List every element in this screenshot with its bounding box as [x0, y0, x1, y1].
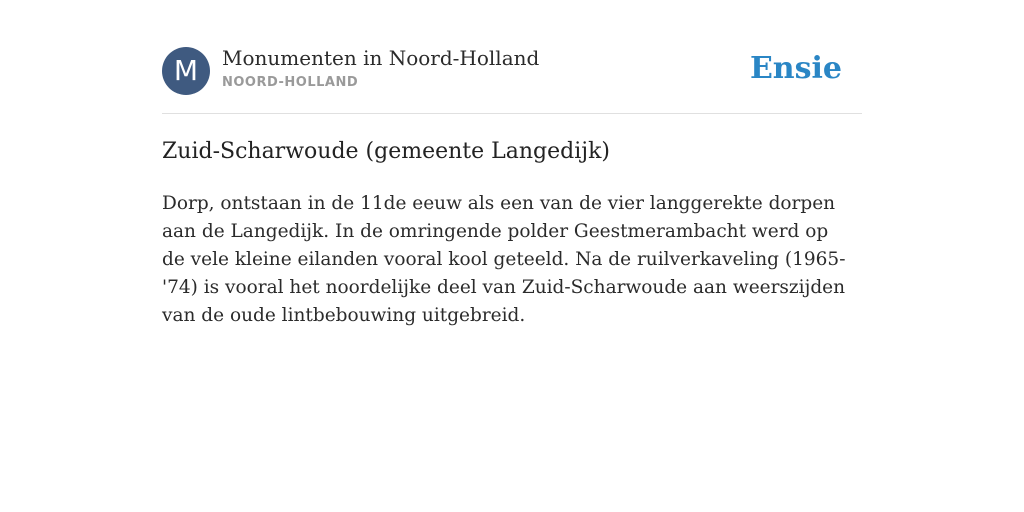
collection-avatar[interactable]: M: [162, 47, 210, 95]
entry-title: Zuid-Scharwoude (gemeente Langedijk): [162, 139, 611, 164]
brand-logo[interactable]: Ensie: [749, 51, 842, 86]
header-divider: [162, 113, 862, 114]
collection-subtitle: NOORD-HOLLAND: [222, 75, 359, 90]
header: [162, 46, 862, 96]
collection-title[interactable]: Monumenten in Noord-Holland: [222, 46, 540, 70]
entry-body: Dorp, ontstaan in de 11de eeuw als een van de vier langgerekte dorpen aan de Langedijk. In de omringende polder Geestmerambacht werd op de vele kleine eilanden vooral kool geteeld. Na de ruilverkaveling (1965-'74) is vooral het noordelijke deel van Zuid-Scharwoude aan weerszijden van de oude lintbebouwing uitgebreid.: [162, 193, 846, 326]
